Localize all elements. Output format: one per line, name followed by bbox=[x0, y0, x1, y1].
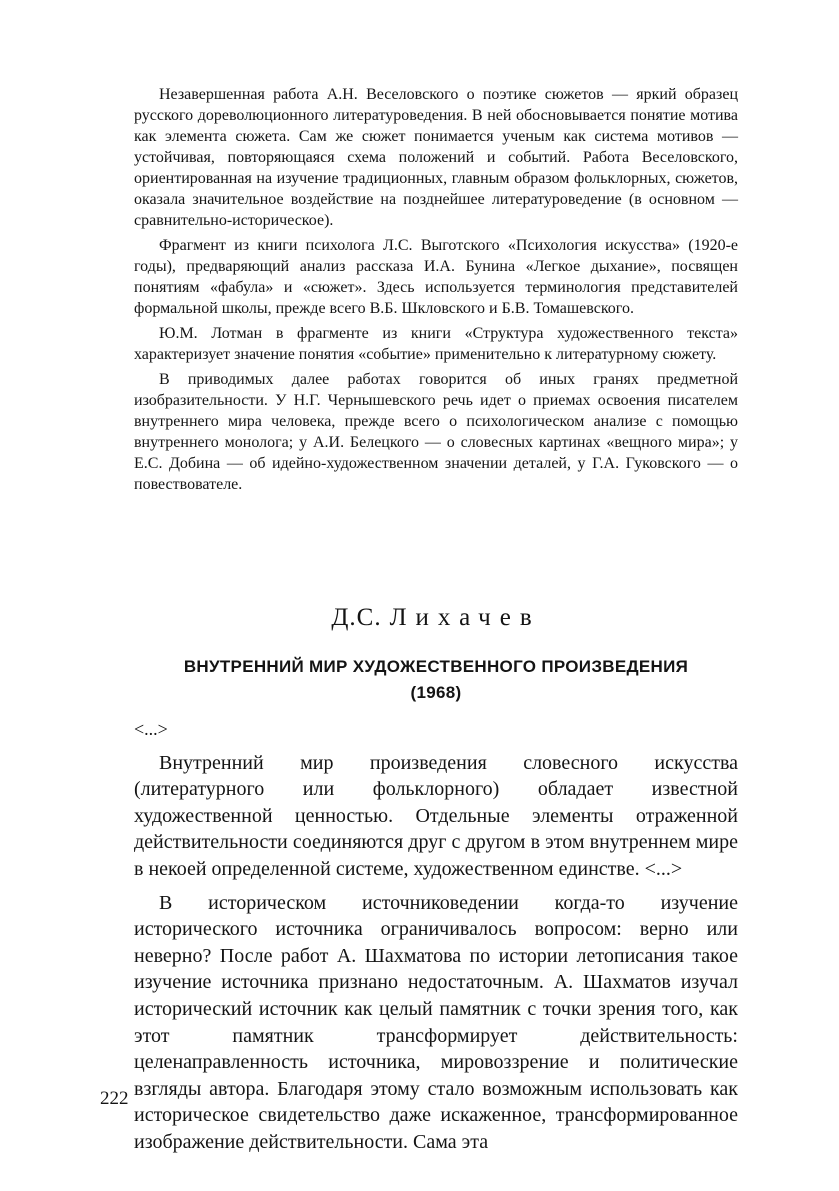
chapter-title bbox=[134, 654, 738, 706]
intro-paragraph: В приводимых далее работах говорится об иных гранях предметной изобразительности. У Н.Г. Чернышевского речь идет о приемах освоения писателем внутреннего мира человека, прежде всего о психологическом анализе с помощью внутреннего монолога; у А.И. Белецкого — о словесных картинах «вещного мира»; у Е.С. Добина — об идейно-художественном значении деталей, у Г.А. Гуковского — о повествователе. bbox=[134, 371, 738, 493]
intro-paragraph: Ю.М. Лотман в фрагменте из книги «Структура художественного текста» характеризует значение понятия «событие» применительно к литературному сюжету. bbox=[134, 325, 738, 363]
author-surname: Лихачев bbox=[389, 604, 541, 631]
chapter-title-main: ВНУТРЕННИЙ МИР ХУДОЖЕСТВЕННОГО ПРОИЗВЕДЕНИЯ bbox=[183, 657, 689, 676]
body-paragraph: В историческом источниковедении когда-то изучение исторического источника ограничивалось вопросом: верно или неверно? После работ А. Шахматова по истории летописания такое изучение источника признано недостаточным. А. Шахматов изучал исторический источник как целый памятник с точки зрения того, как этот памятник трансформирует действительность: целенаправленность источника, мировоззрение и политические взгляды автора. Благодаря этому стало возможным использовать как историческое свидетельство даже искаженное, трансформированное изображение действительности. Сама эта bbox=[134, 891, 738, 1153]
introduction-text bbox=[134, 84, 738, 499]
omission-mark: <...> bbox=[134, 719, 168, 739]
author-initials: Д.С. bbox=[331, 604, 382, 631]
page-number: 222 bbox=[100, 1088, 129, 1109]
body-paragraph: Внутренний мир произведения словесного искусства (литературного или фольклорного) обладает известной художественной ценностью. Отдельные элементы отраженной действительности соединяются друг с другом в этом внутреннем мире в некоей определенной системе, художественном единстве. <...> bbox=[134, 751, 738, 880]
author-heading bbox=[134, 604, 738, 632]
intro-paragraph: Незавершенная работа А.Н. Веселовского о поэтике сюжетов — яркий образец русского дореволюционного литературоведения. В ней обосновывается понятие мотива как элемента сюжета. Сам же сюжет понимается ученым как система мотивов — устойчивая, повторяющаяся схема положений и событий. Работа Веселовского, ориентированная на изучение традиционных, главным образом фольклорных, сюжетов, оказала значительное воздействие на позднейшее литературоведение (в основном — сравнительно-историческое). bbox=[134, 86, 738, 229]
chapter-title-year: (1968) bbox=[410, 683, 462, 702]
intro-paragraph: Фрагмент из книги психолога Л.С. Выготского «Психология искусства» (1920-е годы), предваряющий анализ рассказа И.А. Бунина «Легкое дыхание», посвящен понятиям «фабула» и «сюжет». Здесь используется терминология представителей формальной школы, прежде всего В.Б. Шкловского и Б.В. Томашевского. bbox=[134, 237, 738, 317]
body-text bbox=[134, 716, 738, 1163]
